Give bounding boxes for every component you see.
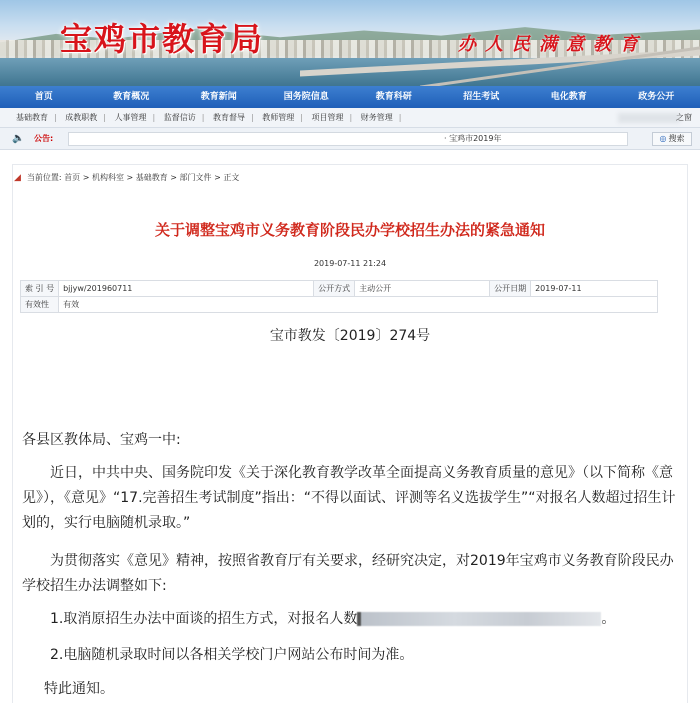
sub-nav-item-window[interactable]: 之窗 <box>676 113 692 122</box>
sub-nav-divider: | <box>152 113 156 122</box>
location-icon: ◢ <box>14 173 21 183</box>
breadcrumb-text[interactable]: 当前位置: 首页 > 机构科室 > 基础教育 > 部门文件 > 正文 <box>26 173 240 182</box>
sub-nav-divider: | <box>103 113 106 122</box>
item-1-suffix: 。 <box>601 611 616 627</box>
sub-nav-item-projects[interactable]: 项目管理 <box>311 113 344 122</box>
sub-nav-item-personnel[interactable]: 人事管理 <box>114 113 147 122</box>
main-nav-item-overview[interactable]: 教育概况 <box>113 92 150 102</box>
sub-nav-divider: | <box>349 113 353 122</box>
sub-nav-item-teachers[interactable]: 教师管理 <box>262 113 295 122</box>
item-1-text: 1.取消原招生办法中面谈的招生方式，对报名人数 <box>50 611 358 627</box>
blurred-region <box>618 113 680 123</box>
sub-nav-item-inspection[interactable]: 教育督导 <box>213 113 245 122</box>
main-nav-item-e-education[interactable]: 电化教育 <box>550 92 587 102</box>
closing: 特此通知。 <box>44 681 114 697</box>
greeting: 各县区教体局、宝鸡一中: <box>22 432 181 448</box>
meta-index-value: bjjyw/201960711 <box>59 281 314 297</box>
meta-method-value: 主动公开 <box>355 281 490 297</box>
meta-date-label: 公开日期 <box>490 281 531 297</box>
article-time: 2019-07-11 21:24 <box>313 259 387 268</box>
article-meta-table <box>20 280 658 313</box>
table-row <box>21 281 658 297</box>
main-nav-item-home[interactable]: 首页 <box>34 92 53 102</box>
notice-label: 公告: <box>34 134 54 143</box>
sub-nav <box>0 108 700 128</box>
site-title[interactable]: 宝鸡市教育局 <box>60 20 265 58</box>
speaker-icon: 🔈 <box>12 133 25 144</box>
redacted-region <box>357 612 601 626</box>
main-nav <box>0 86 700 108</box>
sub-nav-divider: | <box>251 113 254 122</box>
meta-validity-label: 有效性 <box>21 297 59 313</box>
sub-nav-divider: | <box>300 113 303 122</box>
search-button[interactable] <box>652 132 692 146</box>
sub-nav-divider: | <box>201 113 205 122</box>
notice-bar <box>0 128 700 150</box>
list-item: 2.电脑随机录取时间以各相关学校门户网站公布时间为准。 <box>50 647 414 663</box>
meta-method-label: 公开方式 <box>314 281 355 297</box>
main-nav-item-news[interactable]: 教育新闻 <box>200 92 237 102</box>
article-title: 关于调整宝鸡市义务教育阶段民办学校招生办法的紧急通知 <box>154 221 545 239</box>
notice-ticker[interactable] <box>68 132 628 146</box>
main-nav-item-state-council[interactable]: 国务院信息 <box>283 92 329 102</box>
notice-message[interactable]: · 宝鸡市2019年 <box>444 134 502 143</box>
search-icon: ◎ <box>659 134 667 143</box>
breadcrumb <box>14 172 239 183</box>
sub-nav-item-finance[interactable]: 财务管理 <box>360 113 393 122</box>
sub-nav-item-basic-edu[interactable]: 基础教育 <box>16 113 48 122</box>
main-nav-item-gov-affairs[interactable]: 政务公开 <box>638 92 675 102</box>
sub-nav-item-supervision[interactable]: 监督信访 <box>163 113 196 122</box>
sub-nav-divider: | <box>54 113 57 122</box>
site-banner <box>0 0 700 86</box>
meta-validity-value: 有效 <box>59 297 658 313</box>
table-row <box>21 297 658 313</box>
document-number: 宝市教发〔2019〕274号 <box>269 328 431 344</box>
meta-date-value: 2019-07-11 <box>531 281 658 297</box>
paragraph-1: 近日，中共中央、国务院印发《关于深化教育教学改革全面提高义务教育质量的意见》（以下简称《意见》），《意见》“17.完善招生考试制度”指出：“不得以面试、评测等名义选拔学生”“对报名人数超过招生计划的，实行电脑随机录取。” <box>22 465 676 531</box>
paragraph-2: 为贯彻落实《意见》精神，按照省教育厅有关要求，经研究决定，对2019年宝鸡市义务教育阶段民办学校招生办法调整如下: <box>22 553 674 594</box>
site-slogan: 办人民满意教育 <box>458 34 647 55</box>
meta-index-label: 索 引 号 <box>21 281 59 297</box>
main-nav-item-research[interactable]: 教育科研 <box>375 92 412 102</box>
sub-nav-item-adult-vocational[interactable]: 成教职教 <box>65 113 98 122</box>
search-button-label: 搜索 <box>668 134 685 143</box>
list-item <box>22 607 682 632</box>
main-nav-item-admissions[interactable]: 招生考试 <box>463 92 500 102</box>
sub-nav-divider: | <box>398 113 402 122</box>
